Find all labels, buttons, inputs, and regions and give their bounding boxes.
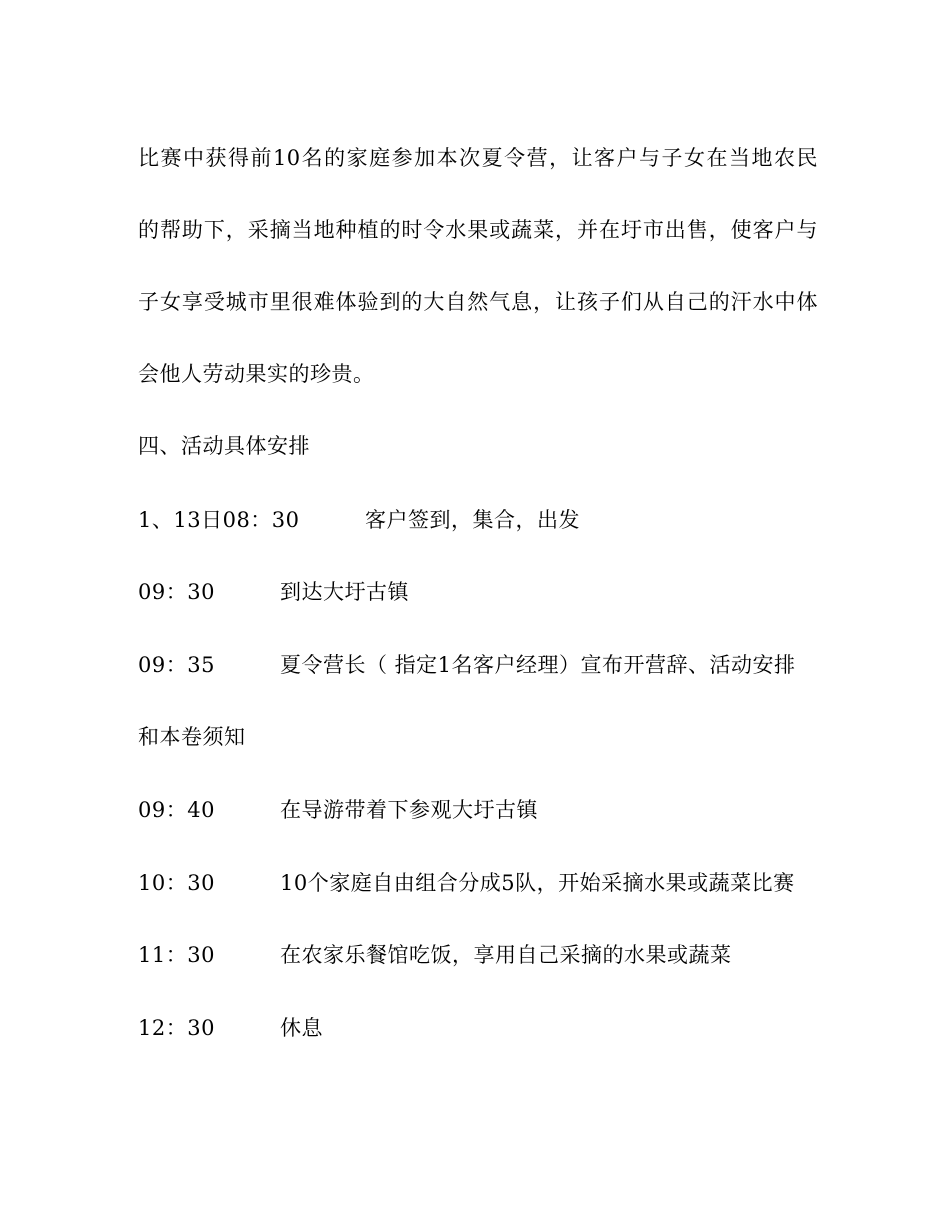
schedule-time: 12：30 bbox=[138, 1016, 215, 1040]
schedule-time: 10：30 bbox=[138, 871, 215, 895]
schedule-continuation: 和本卷须知 bbox=[138, 725, 246, 749]
schedule-desc: 10个家庭自由组合分成5队，开始采摘水果或蔬菜比赛 bbox=[280, 871, 795, 895]
schedule-desc: 夏令营长（ 指定1名客户经理）宣布开营辞、活动安排 bbox=[280, 653, 796, 677]
paragraph-line: 会他人劳动果实的珍贵。 bbox=[138, 362, 375, 386]
schedule-desc: 休息 bbox=[280, 1016, 323, 1040]
paragraph-line: 的帮助下，采摘当地种植的时令水果或蔬菜，并在圩市出售，使客户与 bbox=[138, 218, 818, 242]
schedule-time: 09：30 bbox=[138, 580, 215, 604]
schedule-time: 11：30 bbox=[138, 943, 215, 967]
schedule-time: 09：35 bbox=[138, 653, 215, 677]
paragraph-line: 子女享受城市里很难体验到的大自然气息，让孩子们从自己的汗水中体 bbox=[138, 290, 818, 314]
schedule-desc: 到达大圩古镇 bbox=[280, 580, 409, 604]
schedule-time: 1、13日08：30 bbox=[138, 508, 300, 532]
schedule-desc: 客户签到，集合，出发 bbox=[365, 508, 580, 532]
schedule-desc: 在农家乐餐馆吃饭，享用自己采摘的水果或蔬菜 bbox=[280, 943, 732, 967]
schedule-desc: 在导游带着下参观大圩古镇 bbox=[280, 798, 538, 822]
schedule-time: 09：40 bbox=[138, 798, 215, 822]
section-heading: 四、活动具体安排 bbox=[138, 434, 310, 458]
paragraph-line: 比赛中获得前10名的家庭参加本次夏令营，让客户与子女在当地农民 bbox=[138, 146, 818, 170]
